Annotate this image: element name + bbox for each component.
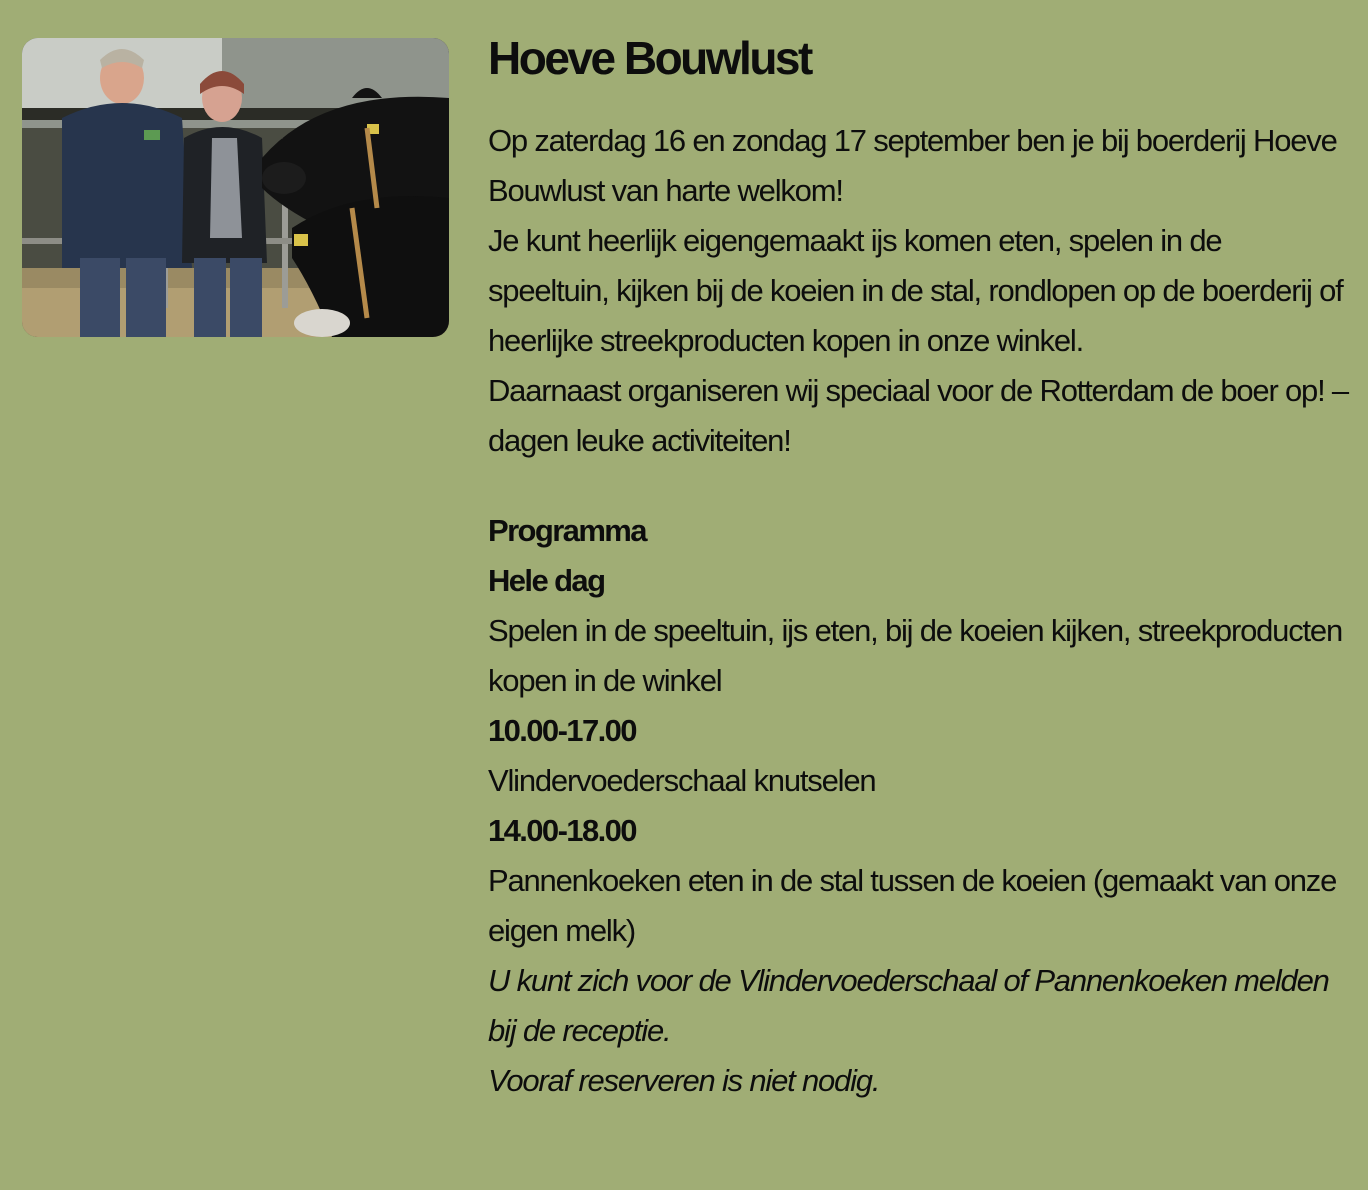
program-time: Hele dag — [488, 563, 605, 598]
program-section — [488, 506, 1348, 1106]
intro-paragraph-1: Op zaterdag 16 en zondag 17 september ben je bij boerderij Hoeve Bouwlust van harte welkom! — [488, 123, 1337, 208]
program-note-reservation: Vooraf reserveren is niet nodig. — [488, 1063, 880, 1098]
program-activity: Vlindervoederschaal knutselen — [488, 763, 876, 798]
program-note-registration: U kunt zich voor de Vlindervoederschaal of Pannenkoeken melden bij de receptie. — [488, 963, 1329, 1048]
page-title: Hoeve Bouwlust — [488, 32, 811, 84]
farm-info — [488, 28, 1348, 1106]
intro-paragraph-3: Daarnaast organiseren wij speciaal voor de Rotterdam de boer op! – dagen leuke activiteiten! — [488, 373, 1348, 458]
intro-paragraph-2: Je kunt heerlijk eigengemaakt ijs komen eten, spelen in de speeltuin, kijken bij de koeien in de stal, rondlopen op de boerderij of heerlijke streekproducten kopen in onze winkel. — [488, 223, 1343, 358]
farm-photo-illustration — [22, 38, 449, 337]
program-activity: Spelen in de speeltuin, ijs eten, bij de koeien kijken, streekproducten kopen in de winkel — [488, 613, 1343, 698]
program-activity: Pannenkoeken eten in de stal tussen de koeien (gemaakt van onze eigen melk) — [488, 863, 1337, 948]
program-heading: Programma — [488, 513, 646, 548]
intro-text — [488, 116, 1348, 466]
farm-photo — [22, 38, 449, 337]
program-time: 14.00-18.00 — [488, 813, 636, 848]
program-time: 10.00-17.00 — [488, 713, 636, 748]
